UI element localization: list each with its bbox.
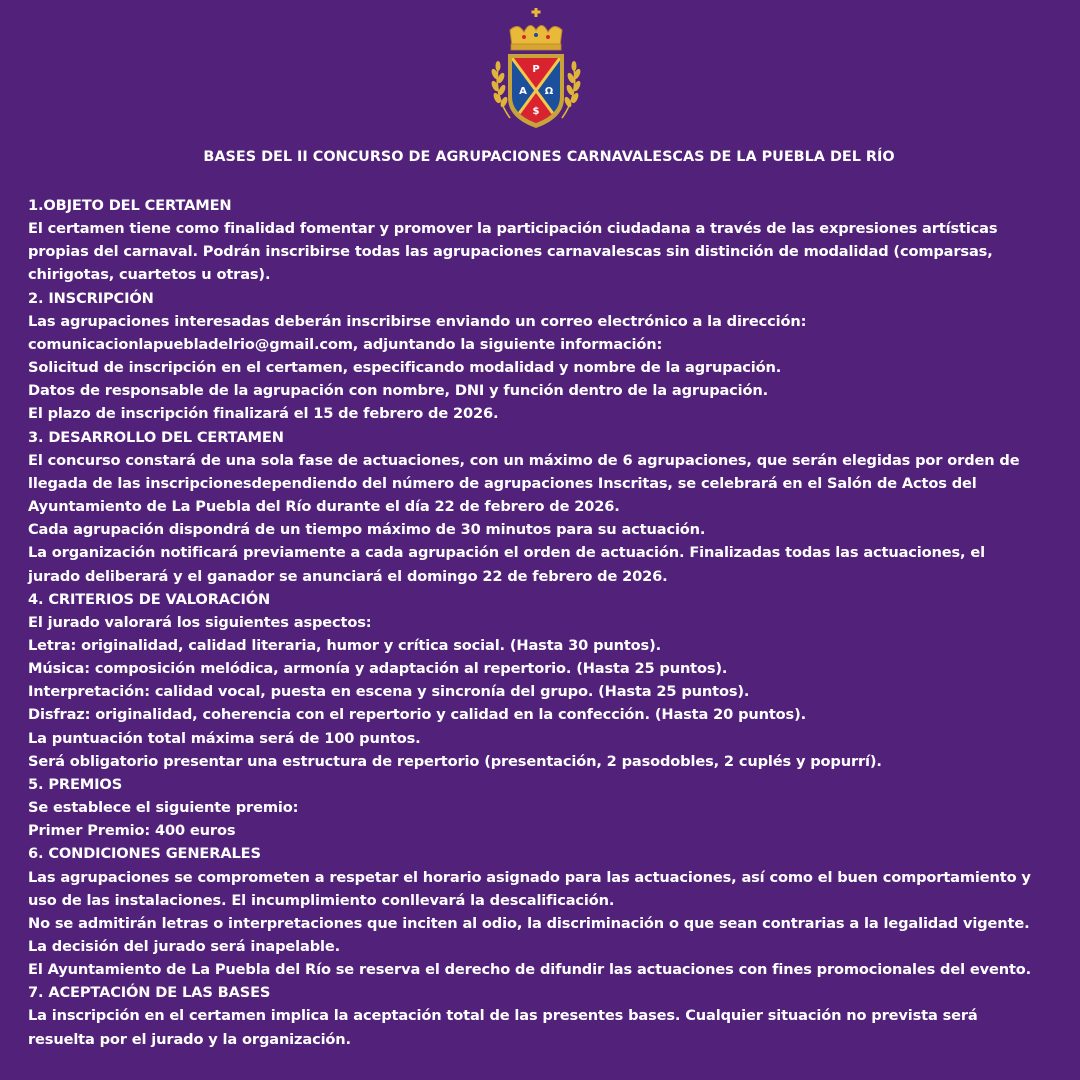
wheat-left-icon [491, 62, 510, 119]
text-line: 6. CONDICIONES GENERALES [28, 845, 261, 863]
text-line: comunicacionlapuebladelrio@gmail.com, adjuntando la siguiente información: [28, 335, 663, 353]
text-line: jurado deliberará y el ganador se anunciará el domingo 22 de febrero de 2026. [28, 567, 668, 585]
text-line: El Ayuntamiento de La Puebla del Río se reserva el derecho de difundir las actuaciones con fines promocionales del evento. [28, 961, 1032, 979]
text-line: 5. PREMIOS [28, 775, 123, 793]
text-line: Será obligatorio presentar una estructura de repertorio (presentación, 2 pasodobles, 2 cuplés y popurrí). [28, 752, 882, 770]
text-line: Interpretación: calidad vocal, puesta en escena y sincronía del grupo. (Hasta 25 puntos). [28, 683, 750, 701]
text-line: No se admitirán letras o interpretaciones que inciten al odio, la discriminación o que sean contrarias a la legalidad vigente. [28, 914, 1030, 932]
text-line: resuelta por el jurado y la organización. [28, 1030, 351, 1048]
wheat-right-icon [562, 62, 581, 119]
crest-letter-top: P [532, 64, 540, 75]
text-line: La inscripción en el certamen implica la aceptación total de las presentes bases. Cualquier situación no prevista será [28, 1007, 978, 1025]
text-line: 3. DESARROLLO DEL CERTAMEN [28, 428, 284, 446]
text-line: uso de las instalaciones. El incumplimiento conllevará la descalificación. [28, 891, 615, 909]
crest-letter-bottom: $ [532, 106, 540, 117]
text-line: Cada agrupación dispondrá de un tiempo máximo de 30 minutos para su actuación. [28, 521, 706, 539]
text-line: La organización notificará previamente a cada agrupación el orden de actuación. Finalizadas todas las actuaciones, el [28, 544, 985, 562]
text-line: Se establece el siguiente premio: [28, 799, 299, 817]
text-line: La puntuación total máxima será de 100 puntos. [28, 729, 421, 747]
text-line: Música: composición melódica, armonía y adaptación al repertorio. (Hasta 25 puntos). [28, 660, 728, 678]
crown-icon [510, 8, 562, 50]
text-line: El certamen tiene como finalidad fomentar y promover la participación ciudadana a través de las expresiones artísticas [28, 220, 998, 238]
crest-letter-right: Ω [544, 86, 554, 97]
text-line: llegada de las inscripcionesdependiendo del número de agrupaciones Inscritas, se celebrará en el Salón de Actos del [28, 474, 977, 492]
text-line: El plazo de inscripción finalizará el 15 de febrero de 2026. [28, 405, 499, 423]
document-title: BASES DEL II CONCURSO DE AGRUPACIONES CARNAVALESCAS DE LA PUEBLA DEL RÍO [203, 149, 895, 165]
text-line: Las agrupaciones interesadas deberán inscribirse enviando un correo electrónico a la dirección: [28, 312, 807, 330]
text-line: Datos de responsable de la agrupación con nombre, DNI y función dentro de la agrupación. [28, 382, 769, 400]
shield-icon [508, 54, 564, 128]
text-line: 2. INSCRIPCIÓN [28, 289, 154, 307]
text-line: Letra: originalidad, calidad literaria, humor y crítica social. (Hasta 30 puntos). [28, 636, 662, 654]
text-line: La decisión del jurado será inapelable. [28, 938, 341, 955]
crest-letter-left: A [519, 86, 527, 97]
text-line: Las agrupaciones se comprometen a respetar el horario asignado para las actuaciones, así como el buen comportamiento y [28, 868, 1031, 886]
text-line: 4. CRITERIOS DE VALORACIÓN [28, 590, 271, 608]
text-line: Primer Premio: 400 euros [28, 822, 236, 840]
text-line: chirigotas, cuartetos u otras). [28, 266, 271, 284]
text-line: Solicitud de inscripción en el certamen, especificando modalidad y nombre de la agrupación. [28, 359, 782, 377]
text-line: 1.OBJETO DEL CERTAMEN [28, 197, 232, 214]
text-line: Ayuntamiento de La Puebla del Río durante el día 22 de febrero de 2026. [28, 498, 620, 516]
text-line: El concurso constará de una sola fase de actuaciones, con un máximo de 6 agrupaciones, que serán elegidas por orden de [28, 451, 1020, 469]
text-line: El jurado valorará los siguientes aspectos: [28, 613, 372, 631]
text-line: 7. ACEPTACIÓN DE LAS BASES [28, 984, 271, 1002]
crest-logo [488, 6, 584, 132]
text-line: propias del carnaval. Podrán inscribirse todas las agrupaciones carnavalescas sin distinción de modalidad (comparsas, [28, 243, 993, 261]
document-body [28, 194, 1074, 1051]
text-line: Disfraz: originalidad, coherencia con el repertorio y calidad en la confección. (Hasta 20 puntos). [28, 706, 807, 724]
